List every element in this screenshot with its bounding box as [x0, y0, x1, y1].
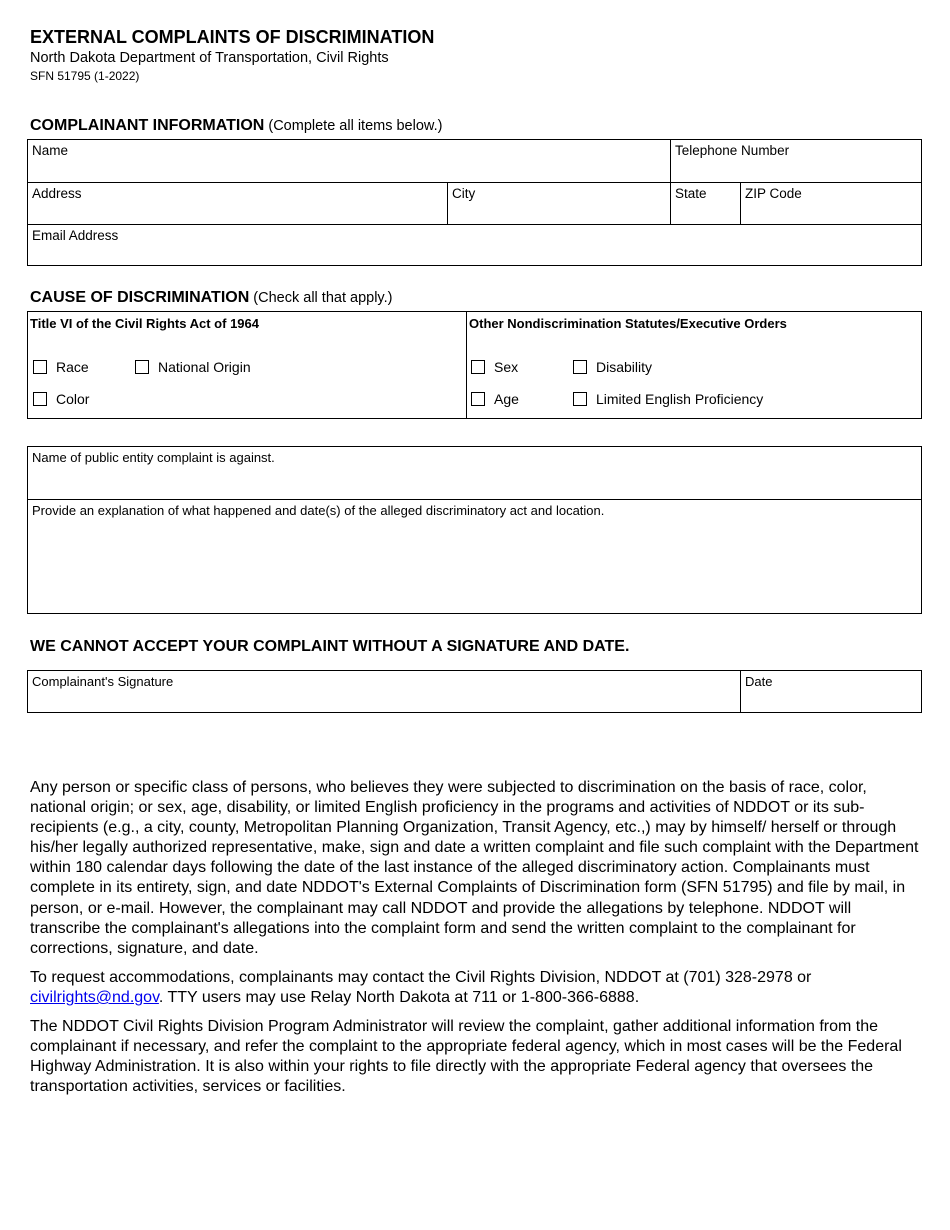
city-label: City [452, 186, 476, 201]
race-checkbox-box[interactable] [33, 360, 47, 374]
name-field[interactable] [28, 140, 671, 182]
age-checkbox-box[interactable] [471, 392, 485, 406]
disability-checkbox-box[interactable] [573, 360, 587, 374]
date-field[interactable] [740, 671, 922, 712]
sex-checkbox[interactable] [471, 359, 518, 375]
complainant-section-heading [30, 117, 442, 135]
address-label: Address [32, 186, 82, 201]
race-checkbox[interactable] [33, 359, 89, 375]
sex-label: Sex [494, 359, 519, 375]
signature-warning: WE CANNOT ACCEPT YOUR COMPLAINT WITHOUT A SIGNATURE AND DATE. [30, 638, 630, 655]
lep-checkbox-box[interactable] [573, 392, 587, 406]
complaint-details-table [27, 446, 922, 614]
accommodations-paragraph [30, 968, 925, 1008]
state-label: State [675, 186, 707, 201]
age-label: Age [494, 391, 519, 407]
color-label: Color [56, 391, 90, 407]
signature-table [27, 670, 922, 713]
cause-table [27, 311, 922, 419]
color-checkbox[interactable] [33, 391, 89, 407]
color-checkbox-box[interactable] [33, 392, 47, 406]
national-origin-label: National Origin [158, 359, 251, 375]
review-paragraph: The NDDOT Civil Rights Division Program Administrator will review the complaint, gather additional information from the complainant if necessary, and refer the complaint to the appropriate federal agency, which in most cases will be the Federal Highway Administration. It is also within your rights to file directly with the appropriate Federal agency that oversees the transportation activities, services or facilities. [30, 1018, 902, 1096]
explanation-label: Provide an explanation of what happened and date(s) of the alleged discriminatory act and location. [32, 503, 605, 518]
complainant-info-table [27, 139, 922, 266]
address-field[interactable] [28, 182, 447, 224]
form-number: SFN 51795 (1-2022) [30, 69, 140, 83]
date-label: Date [745, 674, 773, 689]
zip-field[interactable] [740, 182, 922, 224]
entity-label: Name of public entity complaint is against. [32, 450, 275, 465]
eligibility-paragraph: Any person or specific class of persons, who believes they were subjected to discrimination on the basis of race, color, national origin; or sex, age, disability, or limited English proficiency in the programs and activities of NDDOT or its sub-recipients (e.g., a city, county, Metropolitan Planning Organization, Transit Agency, etc.,) may by himself/ herself or through his/her legally authorized representative, make, sign and date a written complaint and file such complaint with the Department within 180 calendar days following the date of the last instance of the alleged discriminatory action. Complainants must complete in its entirety, sign, and date NDDOT's External Complaints of Discrimination form (SFN 51795) and file by mail, in person, or e-mail. However, the complainant may call NDDOT and provide the allegations by telephone. NDDOT will transcribe the complainant's allegations into the complaint form and send the written complaint to the complainant for corrections, signature, and date. [30, 779, 919, 957]
complainant-note: (Complete all items below.) [268, 118, 443, 134]
telephone-label: Telephone Number [675, 143, 790, 158]
form-title: EXTERNAL COMPLAINTS OF DISCRIMINATION [30, 27, 435, 47]
disability-label: Disability [596, 359, 653, 375]
city-field[interactable] [447, 182, 671, 224]
state-field[interactable] [670, 182, 741, 224]
title-vi-column [28, 312, 467, 418]
other-statutes-heading: Other Nondiscrimination Statutes/Executive Orders [469, 316, 787, 331]
signature-label: Complainant's Signature [32, 674, 174, 689]
national-origin-checkbox[interactable] [135, 359, 251, 375]
name-label: Name [32, 143, 69, 158]
department-name: North Dakota Department of Transportation, Civil Rights [30, 50, 389, 66]
cause-note: (Check all that apply.) [253, 290, 393, 306]
signature-field[interactable] [28, 671, 741, 712]
cause-section-heading [30, 289, 392, 307]
cause-heading: CAUSE OF DISCRIMINATION [30, 289, 250, 306]
zip-label: ZIP Code [745, 186, 802, 201]
complainant-heading: COMPLAINANT INFORMATION [30, 117, 265, 134]
telephone-field[interactable] [670, 140, 922, 182]
national-origin-checkbox-box[interactable] [135, 360, 149, 374]
title-vi-heading: Title VI of the Civil Rights Act of 1964 [30, 316, 259, 331]
lep-label: Limited English Proficiency [596, 391, 764, 407]
entity-field[interactable] [28, 447, 921, 499]
lep-checkbox[interactable] [573, 391, 763, 407]
disability-checkbox[interactable] [573, 359, 652, 375]
age-checkbox[interactable] [471, 391, 519, 407]
tty-text: . TTY users may use Relay North Dakota at 711 or 1-800-366-6888. [158, 989, 640, 1007]
other-statutes-column [466, 312, 922, 418]
email-field[interactable] [28, 224, 922, 266]
sex-checkbox-box[interactable] [471, 360, 485, 374]
race-label: Race [56, 359, 89, 375]
explanation-field[interactable] [28, 499, 921, 613]
email-link[interactable]: civilrights@nd.gov [30, 989, 159, 1007]
email-label: Email Address [32, 228, 119, 243]
accommodations-text: To request accommodations, complainants may contact the Civil Rights Division, NDDOT at (701) 328-2978 or [30, 969, 812, 986]
